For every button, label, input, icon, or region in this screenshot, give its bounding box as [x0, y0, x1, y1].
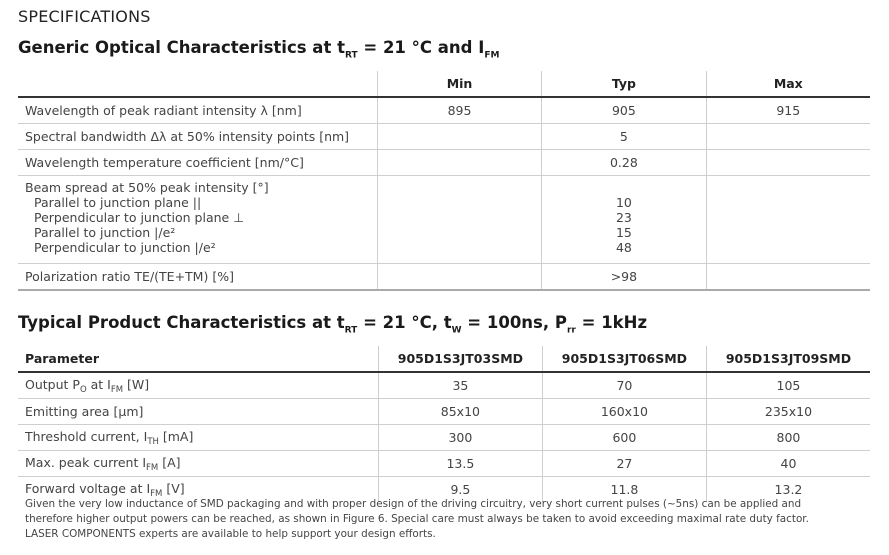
cell-max — [706, 264, 870, 291]
header-typ: Typ — [542, 71, 706, 97]
header-model-06: 905D1S3JT06SMD — [542, 346, 706, 372]
product-title-text: Typical Product Characteristics at t — [18, 313, 345, 332]
row-label — [18, 451, 378, 477]
cell-model-09: 235x10 — [706, 399, 870, 425]
table-row — [18, 97, 870, 124]
table-row — [18, 124, 870, 150]
beam-sub-perpendicular-e2: Perpendicular to junction |/e² — [34, 240, 216, 255]
cell-min — [377, 176, 541, 264]
beam-sub-parallel-e2: Parallel to junction |/e² — [34, 225, 176, 240]
row-label — [18, 372, 378, 399]
label-text: [V] — [162, 480, 185, 496]
footnote-line: Given the very low inductance of SMD packaging and with proper design of the driving circuitry, very short current pulses (~5ns) can be applied and — [25, 498, 802, 510]
product-title-mid1: = 21 °C, t — [357, 313, 452, 332]
label-text: [A] — [158, 454, 181, 470]
cell-max: 915 — [706, 97, 870, 124]
header-model-03: 905D1S3JT03SMD — [378, 346, 542, 372]
table-row — [18, 451, 870, 477]
row-label: Wavelength of peak radiant intensity λ [nm] — [25, 103, 302, 118]
table-header-row — [18, 71, 870, 97]
label-subscript: FM — [150, 488, 163, 499]
label-text: [mA] — [158, 428, 194, 444]
footnote-line: LASER COMPONENTS experts are available to help support your design efforts. — [25, 528, 436, 540]
page-title: SPECIFICATIONS — [18, 7, 151, 26]
cell-model-09: 40 — [706, 451, 870, 477]
label-subscript: TH — [147, 436, 159, 447]
row-label: Emitting area [µm] — [25, 404, 144, 419]
product-title-mid2: = 100ns, P — [461, 313, 567, 332]
label-subscript: O — [79, 384, 87, 395]
row-label — [18, 425, 378, 451]
beam-value: 15 — [615, 225, 632, 240]
cell-min — [377, 124, 541, 150]
optical-title-text: Generic Optical Characteristics at t — [18, 38, 345, 57]
row-label: Polarization ratio TE/(TE+TM) [%] — [25, 269, 234, 284]
optical-title-mid: = 21 °C and I — [357, 38, 485, 57]
cell-typ: 0.28 — [542, 150, 706, 176]
cell-min — [377, 150, 541, 176]
cell-model-03: 300 — [378, 425, 542, 451]
product-title-sub-rt: RT — [344, 325, 358, 336]
cell-model-03: 13.5 — [378, 451, 542, 477]
beam-spread-label: Beam spread at 50% peak intensity [°] — [25, 180, 269, 195]
label-text: Output P — [25, 376, 80, 392]
label-text: [W] — [123, 376, 150, 392]
cell-typ: >98 — [542, 264, 706, 291]
table-row — [18, 372, 870, 399]
beam-sub-perpendicular-plane: Perpendicular to junction plane ⊥ — [34, 210, 245, 225]
optical-title-sub-rt: RT — [344, 50, 358, 61]
footnote — [25, 497, 865, 542]
optical-title-sub-fm: FM — [484, 50, 500, 61]
table-row — [18, 399, 870, 425]
beam-sub-parallel-plane: Parallel to junction plane || — [34, 195, 202, 210]
header-min: Min — [377, 71, 541, 97]
cell-model-03: 85x10 — [378, 399, 542, 425]
table-header-row — [18, 346, 870, 372]
cell-max — [706, 150, 870, 176]
row-label: Wavelength temperature coefficient [nm/°C] — [25, 155, 304, 170]
cell-min: 895 — [377, 97, 541, 124]
cell-model-06: 11.8 — [542, 477, 706, 503]
cell-model-03: 35 — [378, 372, 542, 399]
cell-max — [706, 124, 870, 150]
beam-spread-cell — [18, 176, 377, 264]
table-row — [18, 425, 870, 451]
cell-model-06: 160x10 — [542, 399, 706, 425]
cell-typ: 905 — [542, 97, 706, 124]
cell-model-09: 13.2 — [706, 477, 870, 503]
header-parameter: Parameter — [25, 351, 99, 366]
cell-model-09: 105 — [706, 372, 870, 399]
label-subscript: FM — [110, 384, 124, 395]
table-row — [18, 176, 870, 264]
product-section-title — [18, 313, 647, 335]
label-text: at I — [86, 376, 111, 392]
label-text: Max. peak current I — [25, 454, 147, 470]
cell-model-06: 70 — [542, 372, 706, 399]
header-model-09: 905D1S3JT09SMD — [706, 346, 870, 372]
footnote-line: therefore higher output powers can be reached, as shown in Figure 6. Special care must always be taken to avoid exceeding maximal rate duty factor. — [25, 513, 809, 525]
product-title-sub-rr: rr — [566, 325, 576, 336]
cell-model-03: 9.5 — [378, 477, 542, 503]
header-blank — [18, 71, 377, 97]
header-max: Max — [706, 71, 870, 97]
cell-model-06: 27 — [542, 451, 706, 477]
table-row — [18, 264, 870, 291]
product-title-sub-w: W — [451, 325, 462, 336]
product-title-end: = 1kHz — [575, 313, 648, 332]
cell-typ: 5 — [542, 124, 706, 150]
optical-section-title — [18, 38, 499, 60]
beam-value: 10 — [615, 195, 632, 210]
cell-model-09: 800 — [706, 425, 870, 451]
row-label: Spectral bandwidth Δλ at 50% intensity points [nm] — [25, 129, 350, 144]
cell-min — [377, 264, 541, 291]
cell-model-06: 600 — [542, 425, 706, 451]
label-text: Threshold current, I — [25, 428, 148, 444]
label-subscript: FM — [146, 462, 159, 473]
optical-characteristics-table — [18, 71, 870, 291]
beam-value: 48 — [615, 240, 632, 255]
beam-typ-values — [542, 176, 706, 264]
cell-max — [706, 176, 870, 264]
product-characteristics-table — [18, 346, 870, 502]
table-row — [18, 150, 870, 176]
beam-value: 23 — [615, 210, 632, 225]
label-text: Forward voltage at I — [25, 480, 151, 496]
